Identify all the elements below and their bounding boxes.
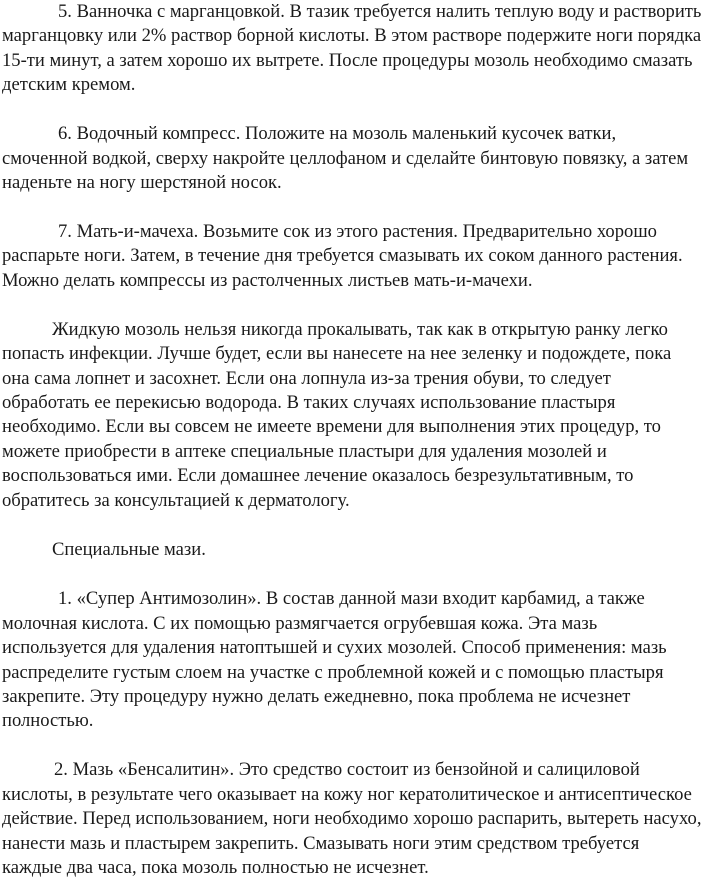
- paragraph-6-vodka-compress: 6. Водочный компресс. Положите на мозоль маленький кусочек ватки, смоченной водкой, сверху накройте целлофаном и сделайте бинтовую повязку, а затем наденьте на ногу шерстяной носок.: [2, 123, 689, 194]
- paragraph-liquid-callus: Жидкую мозоль нельзя никогда прокалывать, так как в открытую ранку легко попасть инфекции. Лучше будет, если вы нанесете на нее зеленку и подождете, пока она сама лопнет и засохнет. Если она лопнула из-за трения обуви, то следует обработать ее перекисью водорода. В таких случаях использование пластыря необходимо. Если вы совсем не имеете времени для выполнения этих процедур, то можете приобрести в аптеке специальные пластыри для удаления мозолей и воспользоваться ими. Если домашнее лечение оказалось безрезультативным, то обратитесь за консультацией к дерматологу.: [2, 318, 672, 511]
- document-page: [2, 0, 702, 880]
- paragraph-ointment-1: 1. «Супер Антимозолин». В состав данной мази входит карбамид, а также молочная кислота. С их помощью размягчается огрубевшая кожа. Эта мазь используется для удаления натоптышей и сухих мозолей. Способ применения: мазь распределите густым слоем на участке с проблемной кожей и с помощью пластыря закрепите. Эту процедуру нужно делать ежедневно, пока проблема не исчезнет полностью.: [2, 588, 667, 732]
- paragraph-ointment-2: 2. Мазь «Бенсалитин». Это средство состоит из бензойной и салициловой кислоты, в результате чего оказывает на кожу ног кератолитическое и антисептическое действие. Перед использованием, ноги необходимо хорошо распарить, вытереть насухо, нанести мазь и пластырем закрепить. Смазывать ноги этим средством требуется каждые два часа, пока мозоль полностью не исчезнет.: [2, 759, 702, 878]
- paragraph-7-coltsfoot: 7. Мать-и-мачеха. Возьмите сок из этого растения. Предварительно хорошо распарьте ноги. Затем, в течение дня требуется смазывать их соком данного растения. Можно делать компрессы из растолченных листьев мать-и-мачехи.: [2, 221, 683, 291]
- section-heading-special-ointments: Специальные мази.: [52, 538, 206, 560]
- paragraph-5-potassium-bath: 5. Ванночка с марганцовкой. В тазик требуется налить теплую воду и растворить марганцовку или 2% раствор борной кислоты. В этом растворе подержите ноги порядка 15-ти минут, а затем хорошо их вытрете. После процедуры мозоль необходимо смазать детским кремом.: [2, 1, 702, 96]
